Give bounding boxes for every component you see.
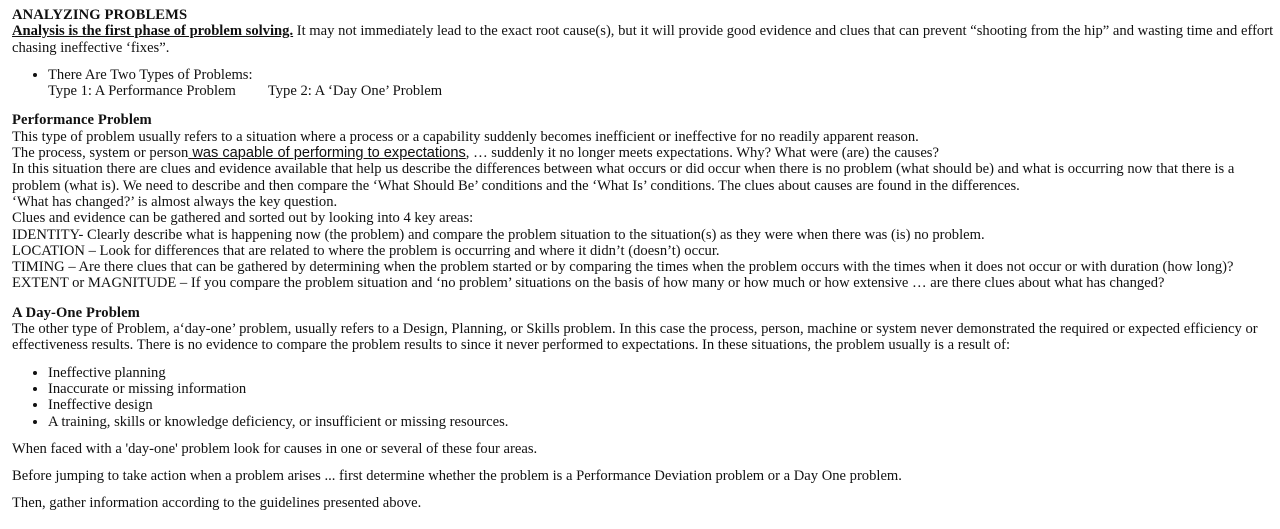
area-extent: EXTENT or MAGNITUDE – If you compare the problem situation and ‘no problem’ situations on the basis of how many or how much or how extensive … are there clues about what has changed? (12, 275, 1165, 292)
performance-key-areas-intro: Clues and evidence can be gathered and sorted out by looking into 4 key areas: (12, 210, 474, 227)
problem-types-label: There Are Two Types of Problems: (48, 66, 253, 83)
problem-types-list (12, 67, 1274, 83)
performance-key-question: ‘What has changed?’ is almost always the key question. (12, 193, 338, 210)
performance-line-1: This type of problem usually refers to a situation where a process or a capability suddenly becomes inefficient or ineffective for no readily apparent reason. (12, 128, 919, 145)
area-identity: IDENTITY- Clearly describe what is happening now (the problem) and compare the problem situation to the situation(s) as they were when there was (is) no problem. (12, 226, 985, 243)
closing-paragraph-2: Before jumping to take action when a problem arises ... first determine whether the problem is a Performance Deviation problem or a Day One problem. (12, 468, 902, 485)
performance-heading: Performance Problem (12, 112, 152, 129)
type-1-label: Type 1: A Performance Problem (48, 83, 236, 100)
list-item: • Ineffective planning (48, 365, 1274, 381)
intro-rest: It may not immediately lead to the exact root cause(s), but it will provide good evidence and clues that can prevent “shooting from the hip” and wasting time and effort chasing ineffective ‘fixes”. (12, 23, 1274, 56)
area-timing: TIMING – Are there clues that can be gathered by determining when the problem started or by comparing the times when the problem occurs with the times when it does not occur or with duration (how long)? (12, 259, 1234, 276)
problem-types-row (12, 83, 1274, 99)
page-title: ANALYZING PROBLEMS (12, 7, 188, 23)
closing-paragraph-3: Then, gather information according to the guidelines presented above. (12, 495, 422, 512)
performance-line-2-end: , … suddenly it no longer meets expectations. Why? What were (are) the causes? (465, 145, 939, 162)
list-item (48, 67, 1274, 83)
closing-paragraph-1: When faced with a 'day-one' problem look for causes in one or several of these four areas. (12, 440, 538, 457)
performance-line-3: In this situation there are clues and evidence available that help us describe the differences between what occurs or did occur when there is no problem (what should be) and what is occurring now that there is a problem (what is). We need to describe and then compare the ‘What Should Be’ conditions and the ‘What Is’ conditions. The clues about causes are found in the differences. (12, 161, 1235, 194)
list-item: • Inaccurate or missing information (48, 381, 1274, 397)
document (12, 7, 1274, 512)
dayone-heading: A Day-One Problem (12, 304, 140, 321)
intro-lead: Analysis is the first phase of problem solving. (12, 23, 294, 40)
performance-line-2-emphasis: was capable of performing to expectations (188, 145, 466, 162)
performance-line-2 (12, 145, 1274, 161)
intro-paragraph (12, 23, 1274, 56)
performance-line-2-start: The process, system or person (12, 145, 189, 162)
area-location: LOCATION – Look for differences that are related to where the problem is occurring and where it didn’t (doesn’t) occur. (12, 242, 720, 259)
dayone-body: The other type of Problem, a‘day-one’ problem, usually refers to a Design, Planning, or Skills problem. In this case the process, person, machine or system never demonstrated the required or expected efficiency or effectiveness results. There is no evidence to compare the problem results to since it never performed to expectations. In these situations, the problem usually is a result of: (12, 321, 1258, 354)
dayone-causes-list (12, 365, 1274, 430)
list-item: • Ineffective design (48, 397, 1274, 413)
type-2-label: Type 2: A ‘Day One’ Problem (267, 83, 443, 100)
list-item: • A training, skills or knowledge deficiency, or insufficient or missing resources. (48, 414, 1274, 430)
